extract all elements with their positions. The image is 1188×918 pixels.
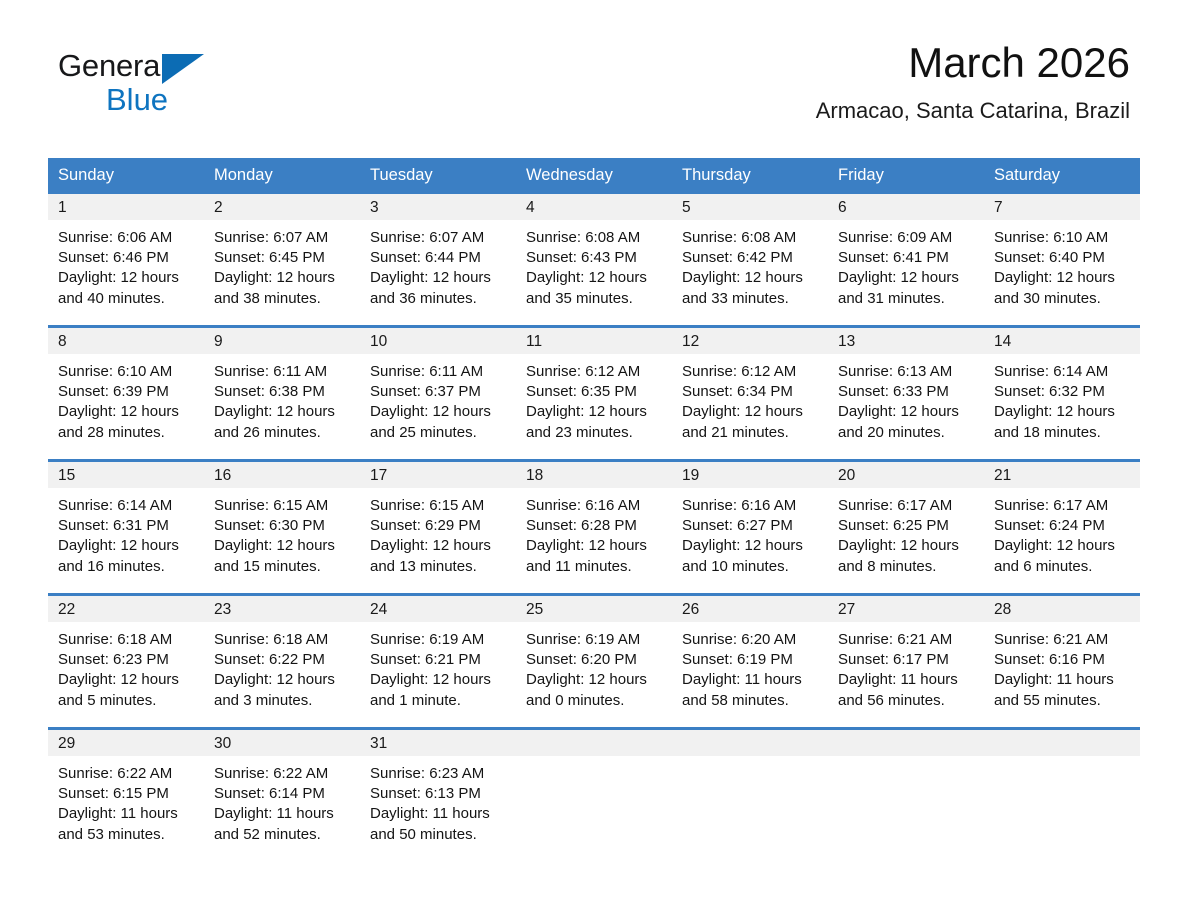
day-number: 15: [48, 462, 204, 488]
weekday-header-tuesday: Tuesday: [360, 158, 516, 194]
day-number: 6: [828, 194, 984, 220]
calendar-day-cell[interactable]: [48, 327, 204, 461]
day-number: 31: [360, 730, 516, 756]
page-title: March 2026: [908, 39, 1130, 86]
day-details: [204, 622, 360, 711]
daylight-line-2: and 8 minutes.: [838, 557, 937, 575]
day-number: 24: [360, 596, 516, 622]
calendar-day-cell[interactable]: [984, 194, 1140, 327]
weekday-header-friday: Friday: [828, 158, 984, 194]
calendar-week-row: [48, 327, 1140, 461]
day-number: 14: [984, 328, 1140, 354]
day-number: 2: [204, 194, 360, 220]
day-number: [984, 730, 1140, 756]
day-number: 23: [204, 596, 360, 622]
sunset-line: Sunset: 6:27 PM: [682, 517, 793, 535]
calendar-day-cell[interactable]: [984, 327, 1140, 461]
calendar-day-cell[interactable]: [828, 194, 984, 327]
daylight-line-1: Daylight: 11 hours: [682, 671, 802, 689]
sunrise-line: Sunrise: 6:21 AM: [838, 631, 953, 648]
calendar-day-cell[interactable]: [204, 595, 360, 729]
logo-text-blue: Blue: [106, 82, 169, 117]
day-number: 4: [516, 194, 672, 220]
day-number: 21: [984, 462, 1140, 488]
sunset-line: Sunset: 6:34 PM: [682, 383, 793, 401]
calendar-day-cell[interactable]: [984, 461, 1140, 595]
daylight-line-2: and 6 minutes.: [994, 557, 1093, 575]
sunset-line: Sunset: 6:25 PM: [838, 517, 949, 535]
sunset-line: Sunset: 6:28 PM: [526, 517, 637, 535]
sunrise-line: Sunrise: 6:22 AM: [214, 765, 329, 782]
daylight-line-1: Daylight: 12 hours: [214, 671, 335, 689]
day-number: [672, 730, 828, 756]
sunrise-line: Sunrise: 6:11 AM: [370, 363, 484, 380]
sunset-line: Sunset: 6:24 PM: [994, 517, 1105, 535]
weekday-header-thursday: Thursday: [672, 158, 828, 194]
generalblue-logo: [58, 50, 218, 122]
day-details: [672, 220, 828, 309]
calendar-day-cell[interactable]: [672, 461, 828, 595]
calendar-day-cell[interactable]: [672, 327, 828, 461]
day-details: [360, 488, 516, 577]
sunrise-line: Sunrise: 6:17 AM: [994, 497, 1109, 514]
daylight-line-2: and 52 minutes.: [214, 825, 321, 843]
calendar-day-cell-empty: [672, 729, 828, 859]
daylight-line-1: Daylight: 11 hours: [994, 671, 1114, 689]
calendar-day-cell[interactable]: [828, 595, 984, 729]
daylight-line-1: Daylight: 12 hours: [58, 403, 179, 421]
day-number: 16: [204, 462, 360, 488]
sunset-line: Sunset: 6:37 PM: [370, 383, 481, 401]
sunrise-line: Sunrise: 6:06 AM: [58, 229, 173, 246]
daylight-line-2: and 3 minutes.: [214, 691, 313, 709]
daylight-line-2: and 55 minutes.: [994, 691, 1101, 709]
sunset-line: Sunset: 6:16 PM: [994, 651, 1105, 669]
day-details: [828, 488, 984, 577]
daylight-line-2: and 23 minutes.: [526, 423, 633, 441]
sunset-line: Sunset: 6:45 PM: [214, 249, 325, 267]
weekday-header-sunday: Sunday: [48, 158, 204, 194]
sunset-line: Sunset: 6:22 PM: [214, 651, 325, 669]
sunrise-line: Sunrise: 6:12 AM: [526, 363, 641, 380]
calendar-week-row: [48, 461, 1140, 595]
calendar-day-cell[interactable]: [360, 327, 516, 461]
daylight-line-2: and 38 minutes.: [214, 289, 321, 307]
calendar-day-cell[interactable]: [516, 327, 672, 461]
daylight-line-2: and 16 minutes.: [58, 557, 165, 575]
sunrise-line: Sunrise: 6:07 AM: [370, 229, 485, 246]
daylight-line-1: Daylight: 12 hours: [214, 269, 335, 287]
day-number: 26: [672, 596, 828, 622]
daylight-line-1: Daylight: 12 hours: [994, 537, 1115, 555]
daylight-line-2: and 56 minutes.: [838, 691, 945, 709]
sunrise-line: Sunrise: 6:08 AM: [682, 229, 797, 246]
day-details: [48, 488, 204, 577]
location-subtitle: Armacao, Santa Catarina, Brazil: [815, 98, 1130, 123]
daylight-line-1: Daylight: 12 hours: [994, 269, 1115, 287]
day-number: 25: [516, 596, 672, 622]
sunrise-line: Sunrise: 6:23 AM: [370, 765, 485, 782]
day-details: [516, 220, 672, 309]
calendar-day-cell[interactable]: [204, 461, 360, 595]
calendar-day-cell[interactable]: [360, 729, 516, 859]
sunrise-line: Sunrise: 6:14 AM: [58, 497, 173, 514]
sunrise-line: Sunrise: 6:10 AM: [994, 229, 1109, 246]
daylight-line-2: and 26 minutes.: [214, 423, 321, 441]
sunset-line: Sunset: 6:19 PM: [682, 651, 793, 669]
day-details: [672, 622, 828, 711]
daylight-line-2: and 0 minutes.: [526, 691, 625, 709]
day-details: [828, 220, 984, 309]
sunrise-line: Sunrise: 6:19 AM: [526, 631, 641, 648]
day-number: 17: [360, 462, 516, 488]
page-header: [0, 0, 1188, 123]
daylight-line-2: and 11 minutes.: [526, 557, 632, 575]
calendar-day-cell[interactable]: [204, 327, 360, 461]
daylight-line-1: Daylight: 12 hours: [370, 269, 491, 287]
daylight-line-1: Daylight: 12 hours: [370, 537, 491, 555]
daylight-line-1: Daylight: 12 hours: [370, 403, 491, 421]
sunset-line: Sunset: 6:13 PM: [370, 785, 481, 803]
daylight-line-1: Daylight: 11 hours: [370, 805, 490, 823]
daylight-line-1: Daylight: 11 hours: [838, 671, 958, 689]
day-details: [360, 220, 516, 309]
calendar-day-cell[interactable]: [516, 194, 672, 327]
day-details: [48, 622, 204, 711]
day-details: [516, 488, 672, 577]
daylight-line-2: and 25 minutes.: [370, 423, 477, 441]
sunset-line: Sunset: 6:31 PM: [58, 517, 169, 535]
sunrise-line: Sunrise: 6:07 AM: [214, 229, 329, 246]
calendar-body: [48, 194, 1140, 858]
sunset-line: Sunset: 6:41 PM: [838, 249, 949, 267]
title-block: [816, 38, 1130, 126]
calendar-day-cell[interactable]: [360, 461, 516, 595]
logo-triangle-icon: [162, 54, 204, 84]
sunset-line: Sunset: 6:44 PM: [370, 249, 481, 267]
calendar-day-cell[interactable]: [48, 194, 204, 327]
sunset-line: Sunset: 6:40 PM: [994, 249, 1105, 267]
daylight-line-1: Daylight: 12 hours: [370, 671, 491, 689]
sunrise-line: Sunrise: 6:18 AM: [214, 631, 329, 648]
sunset-line: Sunset: 6:15 PM: [58, 785, 169, 803]
day-details: [360, 622, 516, 711]
day-number: 20: [828, 462, 984, 488]
daylight-line-1: Daylight: 12 hours: [838, 403, 959, 421]
daylight-line-1: Daylight: 12 hours: [526, 537, 647, 555]
daylight-line-2: and 18 minutes.: [994, 423, 1101, 441]
day-details: [984, 220, 1140, 309]
daylight-line-1: Daylight: 12 hours: [58, 537, 179, 555]
daylight-line-2: and 21 minutes.: [682, 423, 789, 441]
daylight-line-1: Daylight: 11 hours: [58, 805, 178, 823]
daylight-line-2: and 20 minutes.: [838, 423, 945, 441]
daylight-line-1: Daylight: 12 hours: [838, 537, 959, 555]
sunrise-line: Sunrise: 6:09 AM: [838, 229, 953, 246]
day-details: [48, 756, 204, 845]
day-number: 30: [204, 730, 360, 756]
day-details: [48, 220, 204, 309]
sunrise-line: Sunrise: 6:21 AM: [994, 631, 1109, 648]
calendar-day-cell[interactable]: [360, 595, 516, 729]
calendar-week-row: [48, 194, 1140, 327]
day-details: [672, 488, 828, 577]
calendar-day-cell[interactable]: [672, 194, 828, 327]
weekday-header-monday: Monday: [204, 158, 360, 194]
day-details: [516, 354, 672, 443]
day-details: [984, 354, 1140, 443]
day-details: [48, 354, 204, 443]
daylight-line-1: Daylight: 12 hours: [526, 269, 647, 287]
day-details: [204, 756, 360, 845]
day-details: [672, 354, 828, 443]
daylight-line-1: Daylight: 12 hours: [58, 269, 179, 287]
day-number: 3: [360, 194, 516, 220]
sunrise-line: Sunrise: 6:22 AM: [58, 765, 173, 782]
calendar-day-cell[interactable]: [828, 461, 984, 595]
calendar-day-cell[interactable]: [204, 194, 360, 327]
daylight-line-2: and 30 minutes.: [994, 289, 1101, 307]
day-number: 29: [48, 730, 204, 756]
day-number: 18: [516, 462, 672, 488]
sunset-line: Sunset: 6:33 PM: [838, 383, 949, 401]
daylight-line-1: Daylight: 12 hours: [214, 403, 335, 421]
sunrise-line: Sunrise: 6:12 AM: [682, 363, 797, 380]
weekday-header-saturday: Saturday: [984, 158, 1140, 194]
daylight-line-1: Daylight: 12 hours: [526, 403, 647, 421]
sunset-line: Sunset: 6:42 PM: [682, 249, 793, 267]
calendar-day-cell[interactable]: [516, 461, 672, 595]
day-details: [360, 354, 516, 443]
day-details: [828, 622, 984, 711]
sunset-line: Sunset: 6:35 PM: [526, 383, 637, 401]
day-number: 11: [516, 328, 672, 354]
day-number: 7: [984, 194, 1140, 220]
daylight-line-2: and 28 minutes.: [58, 423, 165, 441]
calendar-day-cell[interactable]: [516, 595, 672, 729]
daylight-line-2: and 1 minute.: [370, 691, 461, 709]
calendar-week-row: [48, 729, 1140, 859]
daylight-line-1: Daylight: 12 hours: [838, 269, 959, 287]
sunrise-line: Sunrise: 6:14 AM: [994, 363, 1109, 380]
sunrise-line: Sunrise: 6:08 AM: [526, 229, 641, 246]
calendar-table: [48, 158, 1140, 858]
sunset-line: Sunset: 6:32 PM: [994, 383, 1105, 401]
sunrise-line: Sunrise: 6:17 AM: [838, 497, 953, 514]
sunrise-line: Sunrise: 6:10 AM: [58, 363, 173, 380]
day-number: 19: [672, 462, 828, 488]
sunset-line: Sunset: 6:21 PM: [370, 651, 481, 669]
calendar-day-cell[interactable]: [984, 595, 1140, 729]
day-number: 27: [828, 596, 984, 622]
weekday-header-wednesday: Wednesday: [516, 158, 672, 194]
daylight-line-1: Daylight: 12 hours: [214, 537, 335, 555]
daylight-line-1: Daylight: 12 hours: [682, 269, 803, 287]
day-details: [204, 220, 360, 309]
day-number: [516, 730, 672, 756]
day-number: 8: [48, 328, 204, 354]
calendar-day-cell[interactable]: [828, 327, 984, 461]
daylight-line-1: Daylight: 12 hours: [682, 403, 803, 421]
calendar-day-cell-empty: [828, 729, 984, 859]
daylight-line-2: and 15 minutes.: [214, 557, 321, 575]
day-details: [360, 756, 516, 845]
daylight-line-1: Daylight: 12 hours: [682, 537, 803, 555]
daylight-line-2: and 5 minutes.: [58, 691, 157, 709]
sunrise-line: Sunrise: 6:16 AM: [526, 497, 641, 514]
day-number: 13: [828, 328, 984, 354]
day-number: 22: [48, 596, 204, 622]
day-number: 12: [672, 328, 828, 354]
sunset-line: Sunset: 6:29 PM: [370, 517, 481, 535]
daylight-line-2: and 58 minutes.: [682, 691, 789, 709]
sunrise-line: Sunrise: 6:20 AM: [682, 631, 797, 648]
daylight-line-2: and 13 minutes.: [370, 557, 477, 575]
daylight-line-2: and 53 minutes.: [58, 825, 165, 843]
sunset-line: Sunset: 6:14 PM: [214, 785, 325, 803]
daylight-line-1: Daylight: 12 hours: [526, 671, 647, 689]
daylight-line-2: and 40 minutes.: [58, 289, 165, 307]
daylight-line-2: and 50 minutes.: [370, 825, 477, 843]
day-details: [984, 622, 1140, 711]
sunset-line: Sunset: 6:43 PM: [526, 249, 637, 267]
calendar-week-row: [48, 595, 1140, 729]
sunset-line: Sunset: 6:38 PM: [214, 383, 325, 401]
sunset-line: Sunset: 6:30 PM: [214, 517, 325, 535]
day-details: [204, 354, 360, 443]
calendar-day-cell[interactable]: [48, 729, 204, 859]
sunset-line: Sunset: 6:23 PM: [58, 651, 169, 669]
calendar-day-cell[interactable]: [48, 461, 204, 595]
day-number: 10: [360, 328, 516, 354]
sunrise-line: Sunrise: 6:13 AM: [838, 363, 953, 380]
weekday-header-row: [48, 158, 1140, 194]
sunrise-line: Sunrise: 6:15 AM: [214, 497, 329, 514]
daylight-line-2: and 33 minutes.: [682, 289, 789, 307]
calendar-day-cell[interactable]: [48, 595, 204, 729]
calendar-day-cell[interactable]: [204, 729, 360, 859]
daylight-line-1: Daylight: 12 hours: [994, 403, 1115, 421]
sunset-line: Sunset: 6:20 PM: [526, 651, 637, 669]
sunrise-line: Sunrise: 6:16 AM: [682, 497, 797, 514]
sunset-line: Sunset: 6:39 PM: [58, 383, 169, 401]
sunrise-line: Sunrise: 6:11 AM: [214, 363, 328, 380]
day-number: 28: [984, 596, 1140, 622]
daylight-line-1: Daylight: 12 hours: [58, 671, 179, 689]
calendar-day-cell[interactable]: [360, 194, 516, 327]
daylight-line-2: and 36 minutes.: [370, 289, 477, 307]
day-details: [204, 488, 360, 577]
daylight-line-1: Daylight: 11 hours: [214, 805, 334, 823]
day-details: [828, 354, 984, 443]
calendar-day-cell-empty: [516, 729, 672, 859]
day-number: 1: [48, 194, 204, 220]
day-number: 5: [672, 194, 828, 220]
calendar-day-cell[interactable]: [672, 595, 828, 729]
day-details: [984, 488, 1140, 577]
daylight-line-2: and 31 minutes.: [838, 289, 945, 307]
daylight-line-2: and 35 minutes.: [526, 289, 633, 307]
sunrise-line: Sunrise: 6:15 AM: [370, 497, 485, 514]
day-number: [828, 730, 984, 756]
sunset-line: Sunset: 6:46 PM: [58, 249, 169, 267]
calendar-day-cell-empty: [984, 729, 1140, 859]
daylight-line-2: and 10 minutes.: [682, 557, 789, 575]
sunrise-line: Sunrise: 6:19 AM: [370, 631, 485, 648]
logo-text-general: General: [58, 48, 167, 83]
day-number: 9: [204, 328, 360, 354]
sunrise-line: Sunrise: 6:18 AM: [58, 631, 173, 648]
sunset-line: Sunset: 6:17 PM: [838, 651, 949, 669]
day-details: [516, 622, 672, 711]
